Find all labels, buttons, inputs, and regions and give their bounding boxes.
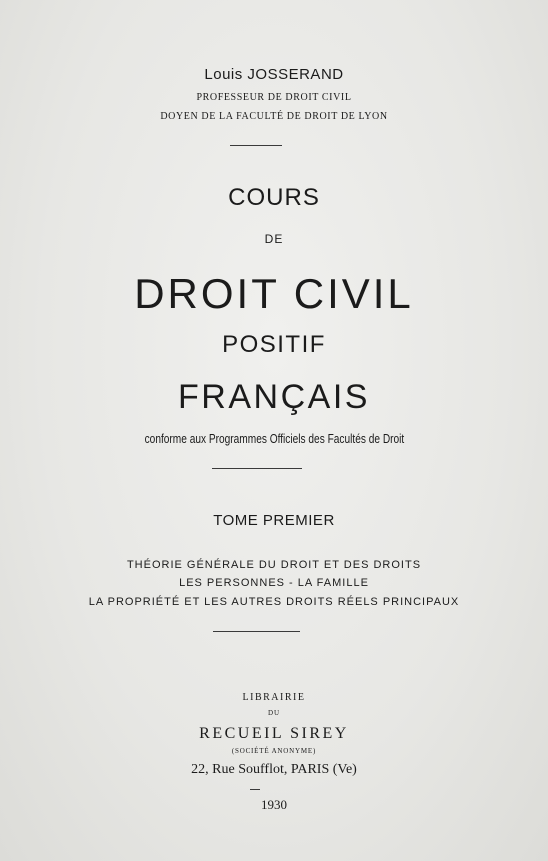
publisher-name: RECUEIL SIREY [199, 725, 349, 742]
volume-contents-line-3: LA PROPRIÉTÉ ET LES AUTRES DROITS RÉELS PRINCIPAUX [88, 596, 460, 608]
title-positif: POSITIF [222, 331, 326, 358]
author-surname: JOSSERAND [247, 66, 344, 83]
title-de: DE [264, 232, 284, 246]
separator-rule [212, 468, 302, 469]
publication-year: 1930 [261, 797, 287, 812]
author-title-dean: DOYEN DE LA FACULTÉ DE DROIT DE LYON [160, 111, 388, 122]
volume-contents-line-2: LES PERSONNES - LA FAMILLE [179, 577, 369, 589]
volume-contents-line-1: THÉORIE GÉNÉRALE DU DROIT ET DES DROITS [126, 559, 422, 571]
author-name [0, 66, 548, 83]
subtitle-text: conforme aux Programmes Officiels des Facultés de Droit [144, 431, 404, 446]
separator-rule [213, 631, 300, 632]
publisher-du: DU [267, 709, 281, 717]
title-droit-civil: DROIT CIVIL [134, 270, 414, 317]
separator-rule [230, 145, 282, 146]
title-cours: COURS [228, 184, 320, 211]
publisher-address: 22, Rue Soufflot, PARIS (Ve) [191, 762, 357, 777]
title-francais: FRANÇAIS [178, 378, 370, 416]
publisher-type: (SOCIÉTÉ ANONYME) [231, 747, 317, 755]
separator-rule [250, 789, 260, 790]
subtitle [0, 431, 548, 446]
author-title-professor: PROFESSEUR DE DROIT CIVIL [196, 92, 352, 103]
author-first-name: Louis [204, 66, 248, 83]
volume-tome: TOME PREMIER [213, 512, 335, 529]
publisher-librairie: LIBRAIRIE [242, 692, 306, 703]
